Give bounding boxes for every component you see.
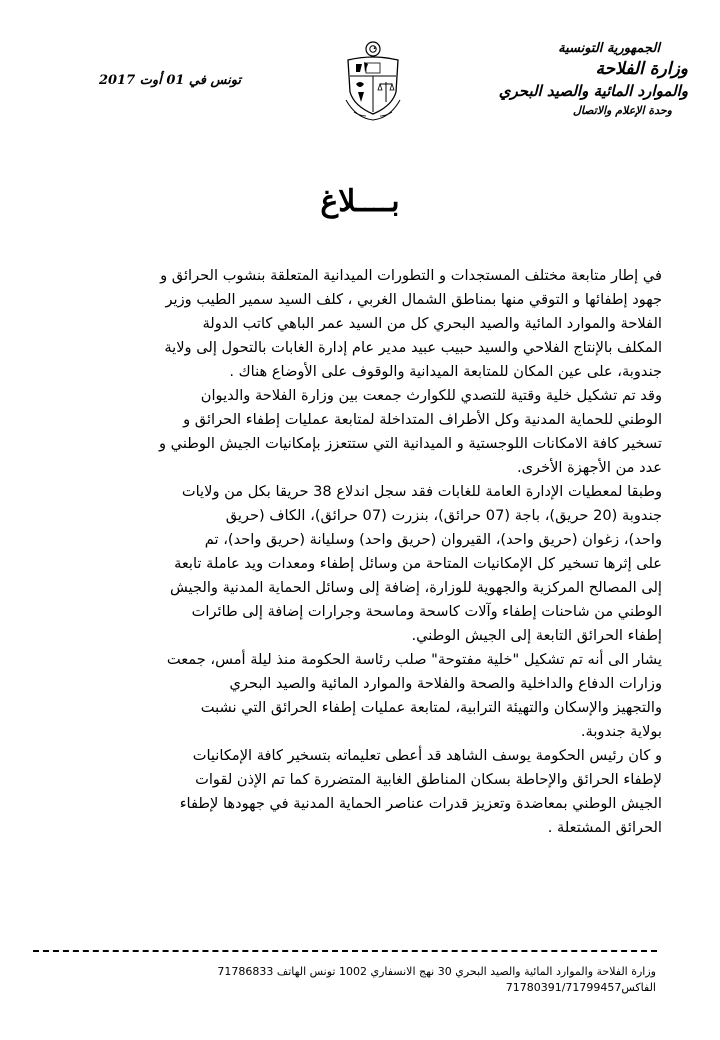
paragraph-5 <box>58 744 662 840</box>
text-line: الوطني من شاحنات إطفاء وآلات كاسحة وماسحة وجرارات إضافة إلى طائرات <box>191 603 662 620</box>
text-line: إطفاء الحرائق التابعة إلى الجيش الوطني. <box>411 627 662 644</box>
text-line: الفلاحة والموارد المائية والصيد البحري كل من السيد عمر الباهي كاتب الدولة <box>202 315 662 332</box>
text-line: و كان رئيس الحكومة يوسف الشاهد قد أعطى تعليماته بتسخير كافة الإمكانيات <box>192 747 662 764</box>
document-date: تونس في 01 أوت 2017 <box>98 73 242 88</box>
text-line: جهود إطفائها و التوقي منها بمناطق الشمال الغربي ، كلف السيد سمير الطيب وزير <box>165 291 662 308</box>
text-line: الحرائق المشتعلة . <box>547 819 662 836</box>
text-line: وطبقا لمعطيات الإدارة العامة للغابات فقد سجل اندلاع 38 حريقا بكل من ولايات <box>181 483 662 500</box>
text-line: وقد تم تشكيل خلية وقتية للتصدي للكوارث جمعت بين وزارة الفلاحة والديوان <box>200 387 662 404</box>
text-line: عدد من الأجهزة الأخرى. <box>516 459 662 476</box>
footer-fax: الفاكس71780391/71799457 <box>505 981 656 994</box>
communique-body <box>58 264 662 840</box>
text-line: جندوبة، على عين المكان للمتابعة الميدانية والوقوف على الأوضاع هناك . <box>229 363 662 380</box>
text-line: الجيش الوطني بمعاضدة وتعزيز قدرات عناصر الحماية المدنية في جهودها لإطفاء <box>179 795 662 812</box>
text-line: بولاية جندوبة. <box>580 723 662 740</box>
text-line: واحد)، زغوان (حريق واحد)، القيروان (حريق واحد) وسليانة (حريق واحد)، تم <box>204 531 662 548</box>
ministry-name-line2: والموارد المائية والصيد البحري <box>498 82 688 100</box>
footer-contact <box>60 964 660 996</box>
ministry-name-line1: وزارة الفلاحة <box>595 59 688 79</box>
text-line: إلى المصالح المركزية والجهوية للوزارة، إضافة إلى وسائل الحماية المدنية والجيش <box>169 579 662 596</box>
text-line: تسخير كافة الامكانات اللوجستية و الميدانية التي ستتعزز بإمكانيات الجيش الوطني و <box>159 435 662 452</box>
paragraph-4 <box>58 648 662 744</box>
text-line: الوطني للحماية المدنية وكل الأطراف المتداخلة لمتابعة عمليات إطفاء الحرائق و <box>183 411 662 428</box>
footer-address: وزارة الفلاحة والموارد المائية والصيد البحري 30 نهج الانسفاري 1002 تونس الهاتف 71786833 <box>217 965 656 978</box>
text-line: على إثرها تسخير كل الإمكانيات المتاحة من وسائل إطفاء ومعدات ويد عاملة تابعة <box>174 555 662 572</box>
paragraph-2 <box>58 384 662 480</box>
letterhead <box>0 0 720 160</box>
ministry-block <box>488 40 688 120</box>
communication-unit: وحدة الإعلام والاتصال <box>572 104 672 117</box>
text-line: في إطار متابعة مختلف المستجدات و التطورات الميدانية المتعلقة بنشوب الحرائق و <box>160 267 662 284</box>
paragraph-1 <box>58 264 662 384</box>
text-line: المكلف بالإنتاج الفلاحي والسيد حبيب عبيد مدير عام إدارة الغابات بالتحول إلى ولاية <box>164 339 662 356</box>
text-line: يشار الى أنه تم تشكيل "خلية مفتوحة" صلب رئاسة الحكومة منذ ليلة أمس، جمعت <box>166 651 662 668</box>
coat-of-arms-icon <box>342 40 404 122</box>
footer-divider <box>33 950 657 952</box>
text-line: والتجهيز والإسكان والتهيئة الترابية، لمتابعة عمليات إطفاء الحرائق التي نشبت <box>200 699 662 716</box>
text-line: جندوبة (20 حريق)، باجة (07 حرائق)، بنزرت (07 حرائق)، الكاف (حريق <box>225 507 662 524</box>
republic-name: الجمهورية التونسية <box>558 41 660 56</box>
text-line: وزارات الدفاع والداخلية والصحة والفلاحة والموارد المائية والصيد البحري <box>229 675 662 692</box>
text-line: لإطفاء الحرائق والإحاطة بسكان المناطق الغابية المتضررة كما تم الإذن لقوات <box>195 771 662 788</box>
paragraph-3 <box>58 480 662 648</box>
document-title: بــــلاغ <box>320 184 400 219</box>
